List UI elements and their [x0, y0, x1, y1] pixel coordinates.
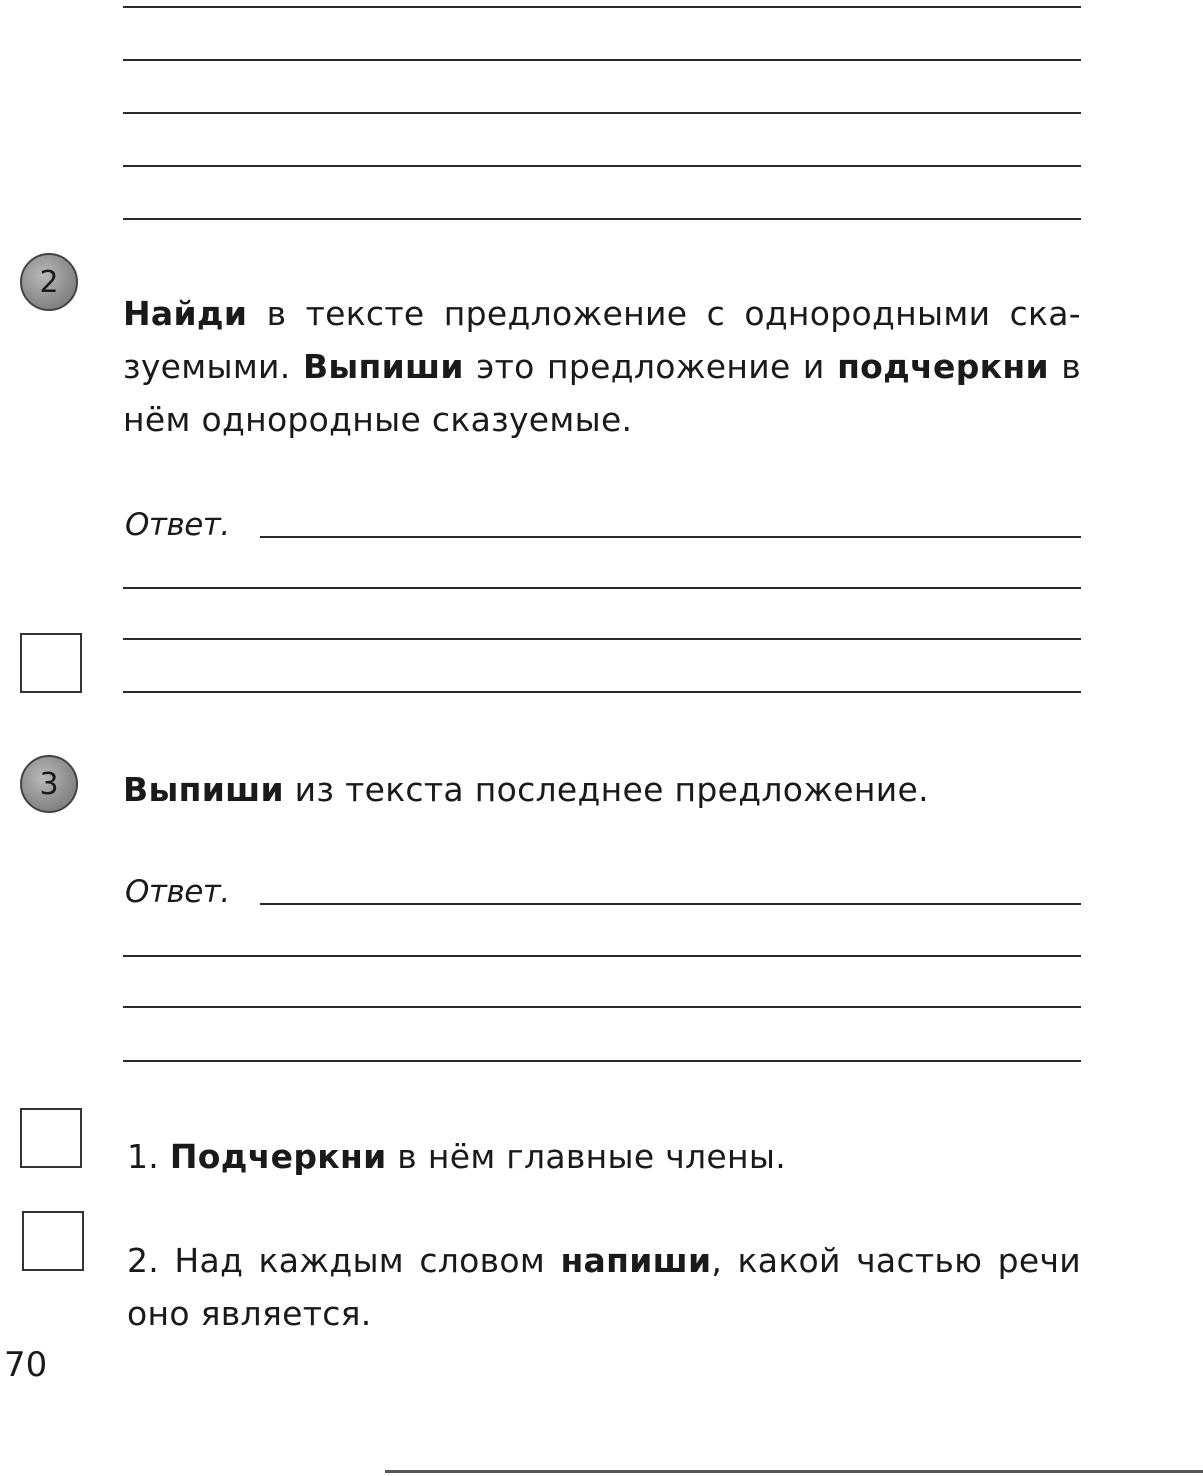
writing-line[interactable] [123, 59, 1081, 61]
writing-line[interactable] [123, 165, 1081, 167]
writing-line[interactable] [123, 6, 1081, 8]
task-text: из текста последнее предложение. [283, 770, 929, 809]
task-text: это предложение и [463, 347, 838, 386]
page-number: 70 [4, 1345, 48, 1385]
score-box-subtask-2[interactable] [22, 1211, 84, 1271]
task-verb: Выпиши [123, 770, 284, 809]
answer-line[interactable] [123, 955, 1081, 957]
task-verb: подчеркни [837, 347, 1049, 386]
score-box-task-2[interactable] [20, 633, 82, 693]
subtask-number: 1. [127, 1137, 170, 1176]
task-text: в нём главные члены. [386, 1137, 787, 1176]
writing-line[interactable] [123, 112, 1081, 114]
answer-label: Ответ. [125, 507, 230, 543]
task-number-badge-2 [20, 253, 78, 311]
answer-label: Ответ. [125, 874, 230, 910]
task-number: 2 [39, 264, 59, 300]
task-verb: Выпиши [302, 347, 464, 386]
task-text: , какой частью речи оно является. [127, 1241, 1081, 1333]
answer-line[interactable] [260, 536, 1081, 538]
subtask-1-instruction [127, 1130, 1085, 1183]
bottom-edge-line [385, 1470, 1203, 1473]
task-number: 3 [39, 766, 59, 802]
task-3-instruction [123, 763, 1081, 816]
task-number-badge-3 [20, 755, 78, 813]
subtask-number: 2. Над каждым словом [127, 1241, 561, 1280]
score-box-subtask-1[interactable] [20, 1108, 82, 1168]
subtask-2-instruction [127, 1234, 1081, 1340]
task-2-instruction [123, 287, 1081, 446]
task-text: в нём однородные сказуемые. [123, 347, 1081, 439]
answer-line[interactable] [123, 587, 1081, 589]
task-verb: напиши [560, 1241, 712, 1280]
answer-line[interactable] [123, 638, 1081, 640]
answer-line[interactable] [260, 903, 1081, 905]
answer-line[interactable] [123, 1006, 1081, 1008]
answer-line[interactable] [123, 691, 1081, 693]
answer-line[interactable] [123, 1060, 1081, 1062]
task-verb: Подчеркни [169, 1137, 387, 1176]
task-text: в тексте предложение с однородными ска-зуемыми. [123, 294, 1081, 386]
task-verb: Найди [123, 294, 248, 333]
writing-line[interactable] [123, 218, 1081, 220]
